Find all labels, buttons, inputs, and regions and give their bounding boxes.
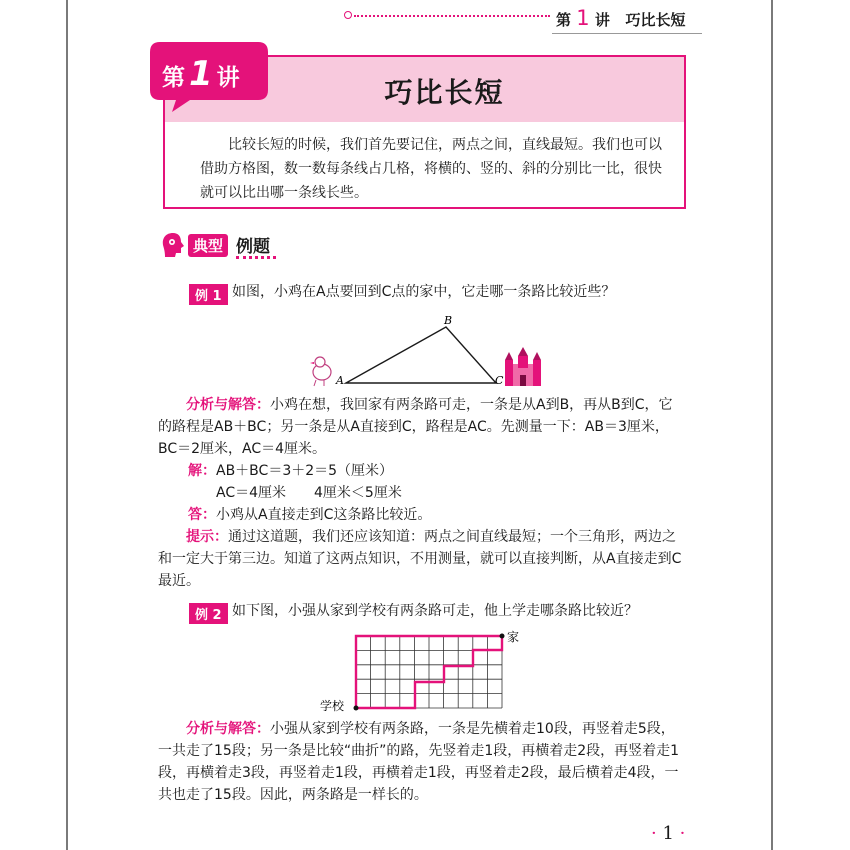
example2-tag: 例 2 [189, 603, 228, 624]
analysis2-text: 小强从家到学校有两条路，一条是先横着走10段，再竖着走5段，一共走了15段；另一条是比较“曲折”的路，先竖着走1段，再横着走2段，再竖着走1段，再横着走3段，再竖着走1段，再横着走1段，再竖着走2段，最后横着走4段，一共也走了15段。因此，两条路是一样长的。 [158, 721, 680, 803]
castle-icon [505, 347, 541, 386]
solution-label: 解： [188, 463, 216, 479]
example1-triangle-figure [300, 312, 550, 394]
example1-solution-line2: AC＝4厘米 4厘米＜5厘米 [216, 485, 402, 501]
chick-icon [310, 357, 331, 386]
example1-answer [188, 504, 431, 526]
header-dotted-line [354, 15, 550, 17]
example2-question: 如下图，小强从家到学校有两条路可走，他上学走哪条路比较近？ [232, 603, 638, 619]
analysis-text: 小鸡在想，我回家有两条路可走，一条是从A到B，再从B到C，它的路程是AB＋BC；另一条是从A直接到C，路程是AC。先测量一下：AB＝3厘米，BC＝2厘米，AC＝4厘米。 [158, 397, 673, 457]
header-title: 巧比长短 [625, 11, 686, 29]
page-border-right [771, 0, 773, 850]
solution-line1: AB＋BC＝3＋2＝5（厘米） [216, 463, 394, 479]
example1-solution-line1 [188, 460, 393, 482]
analysis2-label: 分析与解答： [186, 721, 270, 737]
header-prefix: 第 [556, 11, 572, 29]
header-number: 1 [576, 6, 590, 30]
school-point [354, 706, 359, 711]
section-dots [236, 256, 276, 259]
badge-suffix: 讲 [216, 65, 240, 91]
answer-label: 答： [188, 507, 216, 523]
lesson-title: 巧比长短 [384, 76, 505, 109]
home-label: 家 [507, 630, 520, 644]
page-number-value: 1 [662, 823, 674, 844]
header-underline [552, 33, 702, 34]
example2-analysis [158, 718, 686, 806]
section-label: 例题 [236, 237, 270, 257]
example1-analysis [158, 394, 686, 460]
header-dot-icon [344, 11, 352, 19]
example2-grid-figure [318, 628, 528, 712]
lesson-badge-text [162, 54, 240, 94]
lesson-intro: 比较长短的时候，我们首先要记住，两点之间，直线最短。我们也可以借助方格图，数一数每条线占几格，将横的、竖的、斜的分别比一比，很快就可以比出哪一条线长些。 [200, 137, 662, 201]
example1-hint [158, 526, 686, 592]
example1-tag: 例 1 [189, 284, 228, 305]
page-number: · 1 · [651, 823, 686, 844]
analysis-label: 分析与解答： [186, 397, 270, 413]
thinking-head-icon [160, 231, 186, 259]
label-b: B [444, 314, 453, 327]
hint-label: 提示： [186, 529, 228, 545]
running-header [556, 6, 686, 30]
answer-text: 小鸡从A直接走到C这条路比较近。 [216, 507, 432, 523]
section-tag: 典型 [188, 234, 228, 257]
example1-question: 如图，小鸡在A点要回到C点的家中，它走哪一条路比较近些？ [232, 284, 616, 300]
label-a: A [336, 374, 344, 387]
badge-prefix: 第 [162, 65, 185, 91]
school-label: 学校 [320, 699, 345, 712]
badge-number: 1 [189, 54, 213, 94]
page-border-left [66, 0, 68, 850]
header-suffix: 讲 [594, 11, 610, 29]
hint-text: 通过这道题，我们还应该知道：两点之间直线最短；一个三角形，两边之和一定大于第三边。知道了这两点知识，不用测量，就可以直接判断，从A直接走到C最近。 [158, 529, 682, 589]
home-point [500, 634, 505, 639]
label-c: C [495, 374, 504, 387]
